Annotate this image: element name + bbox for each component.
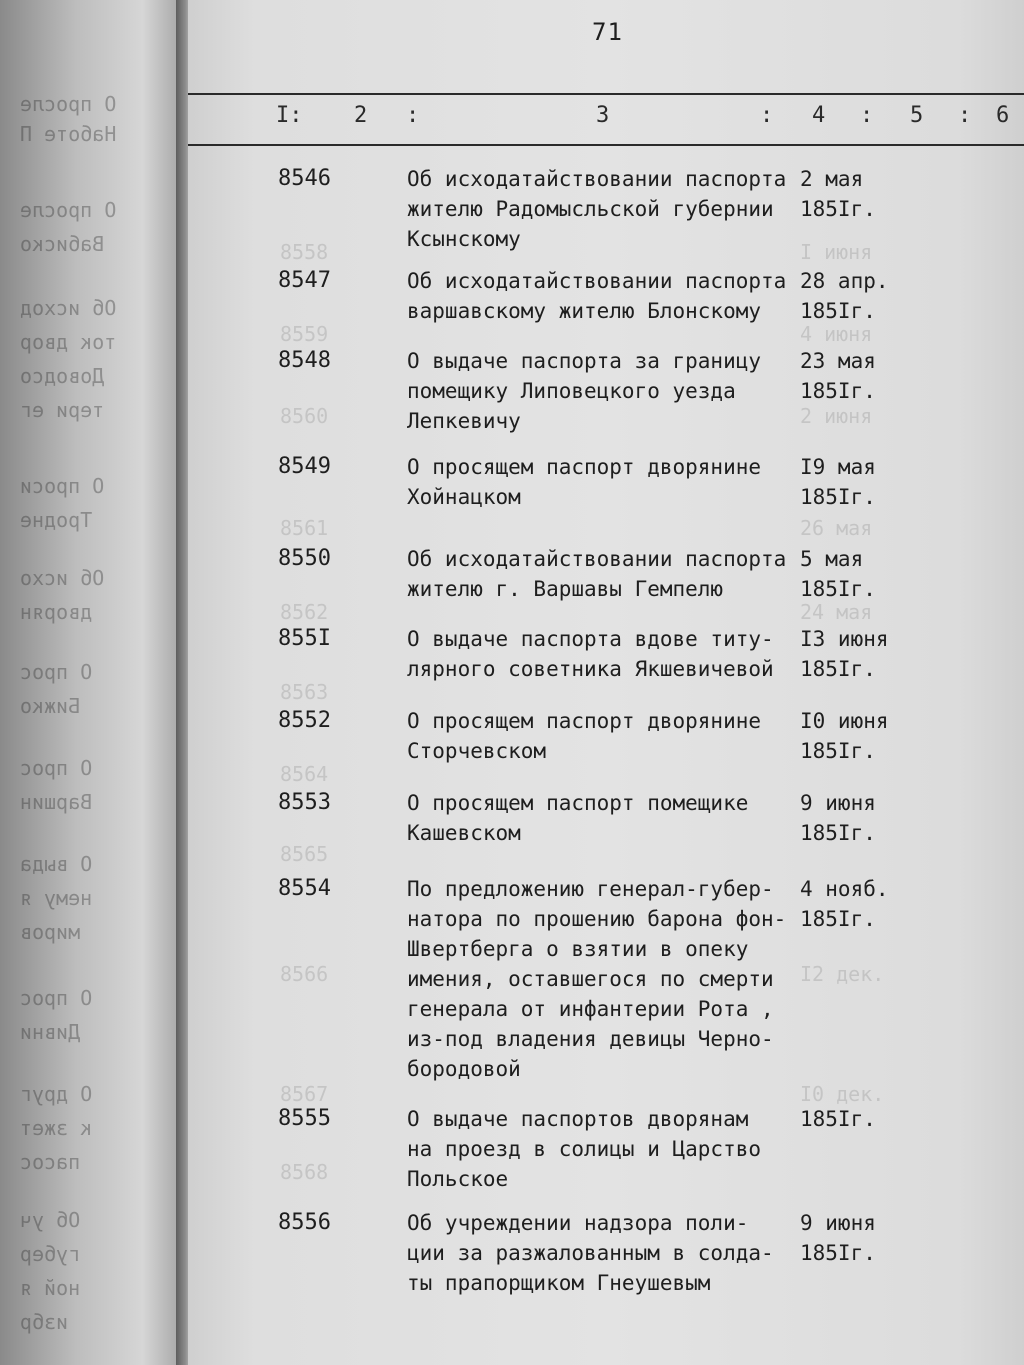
entry-date-day: I0 июня [800,709,889,733]
entry-number: 8555 [278,1106,331,1131]
entry-date-year: 185Iг. [800,739,876,763]
column-header-separator: : [860,103,874,128]
entry-date-day: 5 мая [800,547,864,571]
entry-title [407,544,797,604]
entry-number: 8556 [278,1210,331,1235]
entry-date [800,346,900,406]
entry-title-line: Об исходатайствовании паспорта [407,547,787,571]
entry-date-year: 185Iг. [800,299,876,323]
entry-date [800,164,900,224]
entry-date-year: 185Iг. [800,657,876,681]
entry-title-line: ции за разжалованным в солда- [407,1241,774,1265]
entry-date [800,788,900,848]
entry-number: 8549 [278,454,331,479]
entry-title-line: ты прапорщиком Гнеушевым [407,1271,711,1295]
entry-date-year: 185Iг. [800,577,876,601]
entry-title [407,1104,797,1194]
entry-title-line: О выдаче паспортов дворянам [407,1107,749,1131]
entry-title-line: О выдаче паспорта за границу [407,349,762,373]
entry-title-line: О просящем паспорт помещике [407,791,749,815]
entry-title-line: О просящем паспорт дворянине [407,709,762,733]
entry-date [800,452,900,512]
entry-date [800,706,900,766]
entry-title [407,266,797,326]
entry-date-day: 9 июня [800,1211,876,1235]
entry-title-line: О выдаче паспорта вдове титу- [407,627,774,651]
entry-number: 8547 [278,268,331,293]
entry-date-day: 23 мая [800,349,876,373]
entry-title-line: Сторчевском [407,739,547,763]
entry-date-day: 9 июня [800,791,876,815]
entry-date [800,624,900,684]
entry-title-line: имения, оставшегося по смерти [407,967,774,991]
entry-title [407,1208,797,1298]
header-rule-bottom [188,144,1024,146]
entry-date-year: 185Iг. [800,485,876,509]
entry-title-line: О просящем паспорт дворянине [407,455,762,479]
entry-title-line: на проезд в солицы и Царство [407,1137,762,1161]
column-header-3: 3 [596,103,610,128]
entry-title [407,874,797,1084]
entry-date-year: 185Iг. [800,907,876,931]
entry-title-line: Об исходатайствовании паспорта [407,269,787,293]
entry-date-year: 185Iг. [800,1241,876,1265]
column-header-separator: : [760,103,774,128]
entry-title [407,164,797,254]
entry-title-line: варшавскому жителю Блонскому [407,299,762,323]
entry-number: 8546 [278,166,331,191]
entry-date [800,874,900,934]
header-rule-top [188,93,1024,95]
column-header-separator: : [958,103,972,128]
entry-title [407,706,797,766]
column-header-1: I: [276,103,303,128]
entry-date-year: 185Iг. [800,1107,876,1131]
entry-title-line: генерала от инфантерии Рота , [407,997,774,1021]
entry-date-day: I9 мая [800,455,876,479]
facing-page: О просле Наботе П О просле Вабиско Об исход ток двор Доводсо тери ег О проси Тродне Об исхо дворян О прос Бижко О прос Варшин О выда нему я миров О прос Дивни О друг к зжет пасос Об уч губер ной я избр [0,0,190,1365]
entry-title-line: Ксынскому [407,227,521,251]
entry-number: 8552 [278,708,331,733]
column-header-6: 6 [996,103,1010,128]
entry-date [800,266,900,326]
entry-title-line: помещику Липовецкого уезда [407,379,736,403]
column-header-2: 2 [354,103,368,128]
entry-title-line: бородовой [407,1057,521,1081]
entry-title-line: Лепкевичу [407,409,521,433]
entry-date-year: 185Iг. [800,379,876,403]
entry-title-line: Польское [407,1167,509,1191]
entry-title [407,346,797,436]
column-header-4: 4 [812,103,826,128]
entry-title-line: из-под владения девицы Черно- [407,1027,774,1051]
entry-title [407,624,797,684]
entry-date-year: 185Iг. [800,821,876,845]
entry-title-line: Кашевском [407,821,521,845]
entry-date-day: I3 июня [800,627,889,651]
entry-number: 8553 [278,790,331,815]
column-header-separator: : [406,103,420,128]
entry-title-line: Об исходатайствовании паспорта [407,167,787,191]
entry-date-day: 2 мая [800,167,864,191]
entry-number: 855I [278,626,331,651]
entry-title-line: Хойнацком [407,485,521,509]
entry-title [407,788,797,848]
entry-number: 8550 [278,546,331,571]
entry-date [800,1208,900,1268]
entry-title-line: натора по прошению барона фон- [407,907,787,931]
entry-date [800,544,900,604]
entry-title-line: Швертберга о взятии в опеку [407,937,749,961]
entry-date-day: 4 нояб. [800,877,889,901]
column-header-5: 5 [910,103,924,128]
entry-number: 8554 [278,876,331,901]
document-page: 8558 8559 8560 8561 8562 8563 8564 8565 8566 8567 8568 I июня 4 июня 2 июня 26 мая 24 мая I2 дек. I0 дек. 71 I: 2 : 3 : 4 : 5 : 6 8546 Об исходатайствовании паспорта жителю Радомысльской губернии Ксынскому 2 мая 185Iг. 8547 Об исходатайствовании паспорта варшавскому жителю Блонскому 28 апр. 185Iг. 8548 О выдаче паспорта за границу помещику Липовецкого уезда Лепкевичу 23 мая 185Iг. 8549 О просящем паспорт дворянине Хойнацком I9 мая 185Iг. 8550 Об исходатайствовании паспорта жителю г. Варшавы Гемпелю 5 мая 185Iг. 855I О выдаче паспорта вдове титу- лярного советника Якшевичевой I3 июня 185Iг. 8552 О просящем паспорт дворянине Сторчевском I0 июня 185Iг. 8553 О просящем паспорт помещике Кашевском 9 июня 185Iг. 8554 По предложению генерал-губер- натора по прошению барона фон- Швертберга о взятии в опеку имения, оставшегося по смерти генерала от инфантерии Рота , из-под владения девицы Черно- бородовой 4 нояб. 185Iг. 8555 О выдаче паспортов дворянам на проезд в солицы и Царство Польское 185Iг. 8556 Об учреждении надзора поли- ции за разжалованным в солда- ты прапорщиком Гнеушевым 9 июня 185Iг. [188,0,1024,1365]
entry-title-line: По предложению генерал-губер- [407,877,774,901]
page-number: 71 [592,18,623,46]
entry-title [407,452,797,512]
entry-title-line: лярного советника Якшевичевой [407,657,774,681]
entry-title-line: Об учреждении надзора поли- [407,1211,749,1235]
entry-date-day: 28 апр. [800,269,889,293]
entry-title-line: жителю Радомысльской губернии [407,197,774,221]
entry-title-line: жителю г. Варшавы Гемпелю [407,577,724,601]
entry-date-year: 185Iг. [800,197,876,221]
entry-date [800,1104,900,1134]
entry-number: 8548 [278,348,331,373]
